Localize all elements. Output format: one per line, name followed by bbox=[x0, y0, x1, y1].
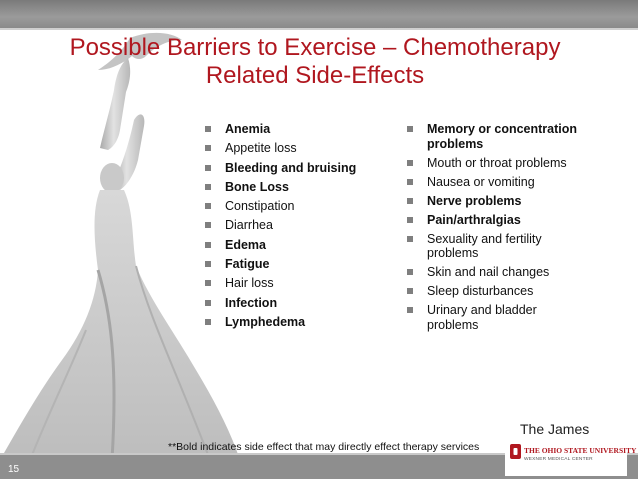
list-item-label: Nausea or vomiting bbox=[427, 174, 535, 189]
list-item bbox=[203, 257, 388, 276]
list-item-label: Bleeding and bruising bbox=[225, 160, 357, 175]
logo-the-james: The James bbox=[520, 421, 590, 437]
list-item bbox=[203, 199, 388, 218]
square-bullet-icon bbox=[205, 203, 211, 209]
square-bullet-icon bbox=[205, 242, 211, 248]
logo-medical-center: WEXNER MEDICAL CENTER bbox=[524, 457, 593, 462]
slide-title bbox=[20, 34, 610, 90]
list-item bbox=[203, 276, 388, 295]
list-item-label: Hair loss bbox=[225, 276, 274, 291]
list-item bbox=[405, 122, 580, 151]
list-item bbox=[203, 180, 388, 199]
page-number: 15 bbox=[8, 464, 20, 475]
square-bullet-icon bbox=[205, 261, 211, 267]
square-bullet-icon bbox=[407, 126, 413, 132]
square-bullet-icon bbox=[205, 145, 211, 151]
square-bullet-icon bbox=[205, 184, 211, 190]
list-item-label: Anemia bbox=[225, 122, 271, 136]
list-item-label: Nerve problems bbox=[427, 193, 522, 208]
slide-title-line-1: Possible Barriers to Exercise – Chemotherapy bbox=[69, 34, 561, 61]
list-item-label: Mouth or throat problems bbox=[427, 155, 567, 170]
list-item-label: Appetite loss bbox=[225, 141, 297, 156]
header-bar bbox=[0, 0, 638, 28]
list-item bbox=[203, 161, 388, 180]
list-item-label: Edema bbox=[225, 237, 266, 252]
list-item-label: Memory or concentration problems bbox=[427, 122, 578, 151]
square-bullet-icon bbox=[205, 165, 211, 171]
square-bullet-icon bbox=[407, 236, 413, 242]
list-item-label: Sleep disturbances bbox=[427, 284, 534, 298]
side-effects-list-left bbox=[203, 122, 388, 334]
square-bullet-icon bbox=[407, 198, 413, 204]
list-item-label: Pain/arthralgias bbox=[427, 212, 521, 227]
square-bullet-icon bbox=[205, 222, 211, 228]
square-bullet-icon bbox=[407, 160, 413, 166]
square-bullet-icon bbox=[407, 217, 413, 223]
list-item bbox=[405, 303, 580, 332]
square-bullet-icon bbox=[407, 307, 413, 313]
list-item-label: Fatigue bbox=[225, 257, 270, 272]
list-item bbox=[405, 156, 580, 171]
list-item bbox=[405, 175, 580, 190]
square-bullet-icon bbox=[205, 126, 211, 132]
list-item bbox=[405, 194, 580, 209]
square-bullet-icon bbox=[407, 269, 413, 275]
list-item bbox=[405, 265, 580, 280]
list-item-label: Skin and nail changes bbox=[427, 265, 550, 279]
slide-title-line-2: Related Side-Effects bbox=[205, 62, 425, 89]
side-effects-list-right bbox=[405, 122, 580, 337]
logo-university-name: THE OHIO STATE UNIVERSITY bbox=[524, 446, 637, 455]
footnote: **Bold indicates side effect that may directly effect therapy services bbox=[168, 441, 480, 453]
list-item bbox=[203, 218, 388, 237]
list-item-label: Urinary and bladder problems bbox=[427, 303, 537, 332]
ohio-state-block-o-icon bbox=[510, 444, 521, 459]
list-item bbox=[203, 238, 388, 257]
list-item-label: Sexuality and fertility problems bbox=[427, 231, 542, 260]
square-bullet-icon bbox=[205, 300, 211, 306]
list-item-label: Lymphedema bbox=[225, 314, 306, 329]
list-item bbox=[405, 284, 580, 299]
list-item-label: Constipation bbox=[225, 199, 295, 214]
list-item bbox=[405, 213, 580, 228]
list-item bbox=[203, 296, 388, 315]
list-item bbox=[203, 315, 388, 334]
square-bullet-icon bbox=[407, 288, 413, 294]
list-item bbox=[203, 122, 388, 141]
list-item-label: Bone Loss bbox=[225, 179, 289, 194]
list-item bbox=[405, 232, 580, 261]
list-item bbox=[203, 141, 388, 160]
square-bullet-icon bbox=[205, 280, 211, 286]
list-item-label: Diarrhea bbox=[225, 218, 273, 233]
list-item-label: Infection bbox=[225, 295, 278, 310]
square-bullet-icon bbox=[407, 179, 413, 185]
square-bullet-icon bbox=[205, 319, 211, 325]
